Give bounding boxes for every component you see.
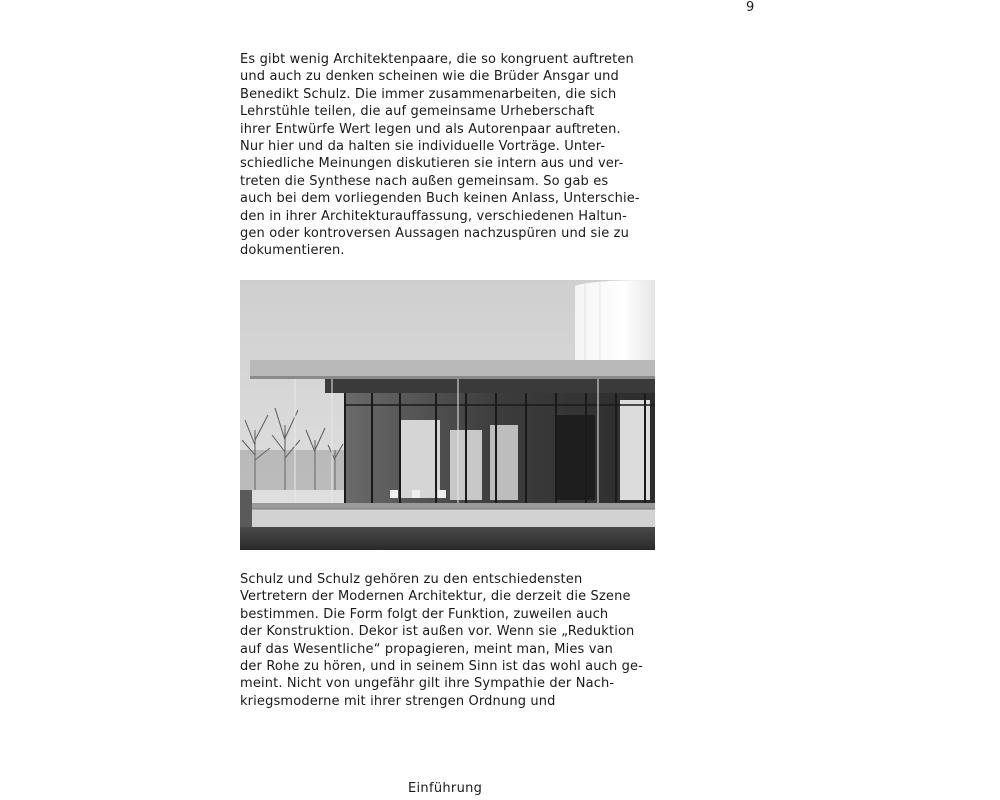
text-line: den in ihrer Architekturauffassung, verschiedenen Haltun- <box>240 208 627 224</box>
body-paragraph-2 <box>240 571 660 710</box>
architecture-photo <box>240 280 655 550</box>
text-line: auf das Wesentliche“ propagieren, meint man, Mies van <box>240 641 614 657</box>
text-line: bestimmen. Die Form folgt der Funktion, zuweilen auch <box>240 606 609 622</box>
text-line: ihrer Entwürfe Wert legen und als Autorenpaar auftreten. <box>240 121 621 137</box>
text-line: Benedikt Schulz. Die immer zusammenarbeiten, die sich <box>240 86 617 102</box>
text-line: der Konstruktion. Dekor ist außen vor. Wenn sie „Reduktion <box>240 624 635 640</box>
text-line: Lehrstühle teilen, die auf gemeinsame Urheberschaft <box>240 104 595 120</box>
page-number: 9 <box>746 0 755 15</box>
text-line: Vertretern der Modernen Architektur, die derzeit die Szene <box>240 589 631 605</box>
text-line: gen oder kontroversen Aussagen nachzuspüren und sie zu <box>240 226 630 242</box>
text-line: Schulz und Schulz gehören zu den entschiedensten <box>240 572 583 587</box>
text-line: Nur hier und da halten sie individuelle Vorträge. Unter- <box>240 139 606 155</box>
body-paragraph-1 <box>240 51 660 260</box>
text-line: dokumentieren. <box>240 243 345 259</box>
text-line: treten die Synthese nach außen gemeinsam. So gab es <box>240 173 609 189</box>
text-line: der Rohe zu hören, und in seinem Sinn ist das wohl auch ge- <box>240 659 644 675</box>
text-line: meint. Nicht von ungefähr gilt ihre Sympathie der Nach- <box>240 676 615 692</box>
text-line: und auch zu denken scheinen wie die Brüder Ansgar und <box>240 69 619 85</box>
text-line: auch bei dem vorliegenden Buch keinen Anlass, Unterschie- <box>240 191 640 207</box>
text-line: kriegsmoderne mit ihrer strengen Ordnung und <box>240 693 556 709</box>
text-line: schiedliche Meinungen diskutieren sie intern aus und ver- <box>240 156 624 172</box>
text-line: Es gibt wenig Architektenpaare, die so kongruent auftreten <box>240 52 634 67</box>
running-footer: Einführung <box>408 781 483 796</box>
